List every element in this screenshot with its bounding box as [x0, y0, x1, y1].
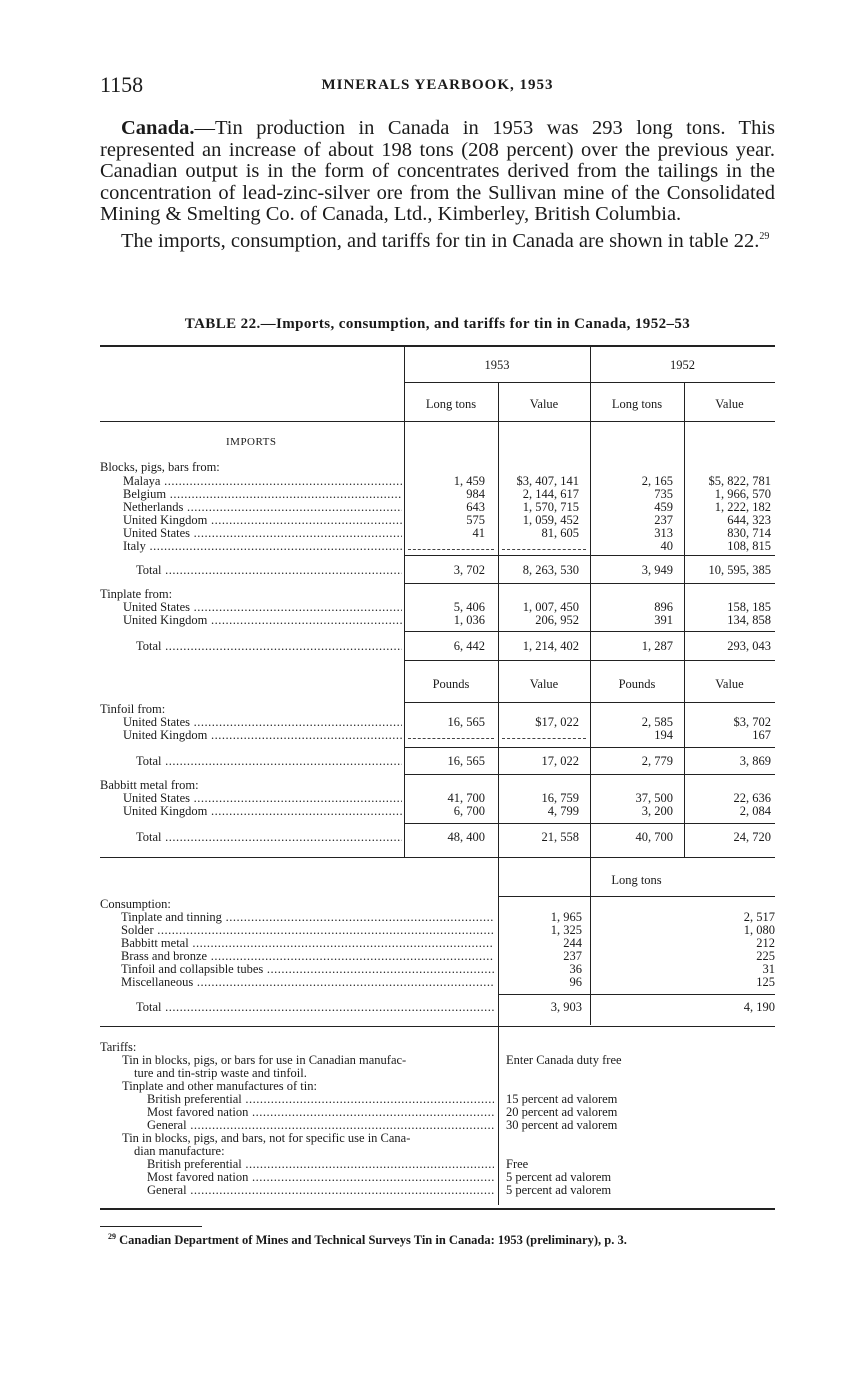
column-rule [404, 345, 405, 857]
blocks-cell: 459 [654, 500, 673, 514]
blocks-cell: 1, 459 [453, 474, 485, 488]
footnote [108, 1232, 627, 1248]
blocks-cell: 313 [654, 526, 673, 540]
tariff-item-2-row-value: 20 percent ad valorem [506, 1105, 618, 1119]
tinfoil-cell: 167 [752, 728, 771, 742]
blocks-row-label: Belgium ..... [123, 488, 402, 501]
tinfoil-cell: 194 [654, 728, 673, 742]
blocks-cell: 40 [660, 539, 673, 553]
babbitt-cell: 4, 799 [547, 804, 579, 818]
column-head: Value [715, 397, 744, 411]
tinplate-total-bottom-rule [404, 660, 775, 661]
tinplate-cell: 206, 952 [535, 613, 579, 627]
tinplate-cell: 1, 007, 450 [522, 600, 579, 614]
babbitt-total-top-rule [404, 823, 775, 824]
table-top-rule [100, 345, 775, 347]
blocks-row-label: Italy ..... [123, 540, 402, 553]
babbitt-title: Babbitt metal from: [100, 778, 199, 792]
babbitt-cell: 16, 759 [541, 791, 579, 805]
tinfoil-total-cell: 3, 869 [739, 754, 771, 768]
blocks-row-label: Malaya ..... [123, 475, 402, 488]
footnote-ref: 29 [759, 230, 770, 242]
tinfoil-cell: 2, 585 [641, 715, 673, 729]
tariff-item-1-line-1: Tin in blocks, pigs, or bars for use in Canadian manufac- [122, 1053, 407, 1067]
blocks-cell: $5, 822, 781 [708, 474, 771, 488]
page-number: 1158 [100, 72, 144, 97]
blocks-total-bottom-rule [404, 583, 775, 584]
blocks-total-cell: 8, 263, 530 [522, 563, 579, 577]
tariff-item-2-row-value: 30 percent ad valorem [506, 1118, 618, 1132]
consumption-head-rule [498, 896, 775, 897]
tinplate-total-cell: 1, 214, 402 [522, 639, 579, 653]
tinfoil-row-label: United Kingdom ..... [123, 729, 402, 742]
blocks-total-cell: 3, 949 [641, 563, 673, 577]
babbitt-cell: 2, 084 [739, 804, 771, 818]
babbitt-row-label: United States ..... [123, 792, 402, 805]
consumption-cell-1953: 1, 325 [550, 923, 582, 937]
tinfoil-cell: $3, 702 [733, 715, 771, 729]
head-bottom-rule [100, 421, 775, 422]
tinplate-row-label: United Kingdom ..... [123, 614, 402, 627]
column-head: Value [529, 397, 559, 411]
column-rule [498, 857, 499, 1205]
babbitt-row-label: United Kingdom ..... [123, 805, 402, 818]
tariff-item-3-row-label: Most favored nation ..... [147, 1171, 494, 1184]
babbitt-total-cell: 24, 720 [733, 830, 771, 844]
consumption-cell-1953: 36 [569, 962, 582, 976]
consumption-cell-1952: 2, 517 [743, 910, 775, 924]
tariffs-title: Tariffs: [100, 1040, 137, 1054]
consumption-cell-1952: 225 [756, 949, 775, 963]
column-head: Long tons [425, 397, 477, 411]
consumption-row-label: Tinfoil and collapsible tubes ..... [121, 963, 494, 976]
blocks-cell: 1, 222, 182 [714, 500, 771, 514]
consumption-cell-1953: 237 [563, 949, 582, 963]
tinplate-cell: 896 [654, 600, 673, 614]
intro-paragraph-1-text: —Tin production in Canada in 1953 was 293 long tons. This represented an increase of about 198 tons (208 percent) over the previous year. Canadian output is in the form of concentrates derived from the tailings in the concentration of lead-zinc-silver ore from the Sullivan mine of the Consolidated Mining & Smelting Co. of Canada, Ltd., Kimberley, British Columbia. [100, 117, 775, 225]
tinplate-total-cell: 1, 287 [641, 639, 673, 653]
footnote-mark: 29 [108, 1232, 116, 1241]
babbitt-cell: 37, 500 [635, 791, 673, 805]
tariff-item-3-row-value: Free [506, 1157, 529, 1171]
consumption-total-1952: 4, 190 [743, 1000, 775, 1014]
blocks-title: Blocks, pigs, bars from: [100, 460, 220, 474]
column-head-2: Value [529, 677, 559, 691]
blocks-cell: 1, 570, 715 [522, 500, 579, 514]
column-head: Long tons [611, 397, 663, 411]
subhead-bottom-rule [404, 702, 775, 703]
blocks-row-label: United States ..... [123, 527, 402, 540]
running-head: MINERALS YEARBOOK, 1953 [321, 77, 554, 93]
blocks-cell: 2, 144, 617 [522, 487, 579, 501]
blocks-cell: 108, 815 [727, 539, 771, 553]
consumption-row-label: Miscellaneous ..... [121, 976, 494, 989]
tariff-item-2-row-label: Most favored nation ..... [147, 1106, 494, 1119]
tinplate-title: Tinplate from: [100, 587, 173, 601]
blocks-total-cell: 10, 595, 385 [708, 563, 771, 577]
intro-paragraph-1 [100, 118, 775, 226]
blocks-cell: 643 [466, 500, 485, 514]
tinplate-total-cell: 293, 043 [727, 639, 771, 653]
consumption-row-label: Brass and bronze ..... [121, 950, 494, 963]
tinplate-cell: 5, 406 [453, 600, 485, 614]
tinplate-cell: 1, 036 [453, 613, 485, 627]
tinfoil-total-bottom-rule [404, 774, 775, 775]
babbitt-cell: 6, 700 [453, 804, 485, 818]
intro-paragraph-2-text: The imports, consumption, and tariffs for tin in Canada are shown in table 22. [121, 229, 760, 252]
consumption-row-label: Solder ..... [121, 924, 494, 937]
tariff-item-3-row-value: 5 percent ad valorem [506, 1170, 612, 1184]
blocks-row-label: Netherlands ..... [123, 501, 402, 514]
tinfoil-total-cell: 16, 565 [447, 754, 485, 768]
babbitt-total-cell: 48, 400 [447, 830, 485, 844]
tinfoil-total-label: Total ..... [136, 755, 402, 768]
blank-cell-dashes [502, 549, 586, 550]
babbitt-cell: 22, 636 [733, 791, 771, 805]
consumption-cell-1952: 125 [756, 975, 775, 989]
blocks-cell: 735 [654, 487, 673, 501]
consumption-cell-1953: 244 [563, 936, 582, 950]
tinfoil-cell: 16, 565 [447, 715, 485, 729]
consumption-title: Consumption: [100, 897, 171, 911]
tariff-item-3-row-value: 5 percent ad valorem [506, 1183, 612, 1197]
consumption-cell-1953: 96 [569, 975, 582, 989]
intro-text [100, 118, 775, 252]
year-head-1953: 1953 [484, 358, 510, 372]
blocks-cell: 1, 966, 570 [714, 487, 771, 501]
tinfoil-total-cell: 17, 022 [541, 754, 579, 768]
tariff-item-3-row-label: British preferential ..... [147, 1158, 494, 1171]
tinfoil-title: Tinfoil from: [100, 702, 166, 716]
tariff-item-1-line-2: ture and tin-strip waste and tinfoil. [134, 1066, 307, 1080]
consumption-total-label: Total ..... [136, 1001, 494, 1014]
tinplate-row-label: United States ..... [123, 601, 402, 614]
blocks-total-top-rule [404, 555, 775, 556]
tinfoil-row-label: United States ..... [123, 716, 402, 729]
blocks-cell: 644, 323 [727, 513, 771, 527]
tinplate-cell: 391 [654, 613, 673, 627]
column-head-2: Pounds [618, 677, 656, 691]
consumption-cell-1953: 1, 965 [550, 910, 582, 924]
consumption-cell-1952: 212 [756, 936, 775, 950]
tinfoil-total-cell: 2, 779 [641, 754, 673, 768]
consumption-cell-1952: 31 [762, 962, 775, 976]
tinfoil-total-top-rule [404, 747, 775, 748]
tariff-item-2-row-value: 15 percent ad valorem [506, 1092, 618, 1106]
blank-cell-dashes [408, 738, 494, 739]
tinplate-cell: 158, 185 [727, 600, 771, 614]
consumption-unit-head: Long tons [611, 873, 662, 887]
blocks-cell: 237 [654, 513, 673, 527]
year-head-1952: 1952 [670, 358, 695, 372]
tinplate-total-label: Total ..... [136, 640, 402, 653]
blocks-cell: $3, 407, 141 [516, 474, 579, 488]
consumption-total-rule [498, 994, 775, 995]
footnote-rule [100, 1226, 202, 1227]
tariff-item-2-row-label: General ..... [147, 1119, 494, 1132]
babbitt-total-cell: 21, 558 [541, 830, 579, 844]
tariff-item-3-line-1: Tin in blocks, pigs, and bars, not for specific use in Cana- [122, 1131, 411, 1145]
blocks-cell: 575 [466, 513, 485, 527]
blocks-cell: 41 [472, 526, 485, 540]
consumption-cell-1952: 1, 080 [743, 923, 775, 937]
intro-paragraph-2 [100, 226, 775, 252]
blocks-row-label: United Kingdom ..... [123, 514, 402, 527]
tariff-item-1-value: Enter Canada duty free [506, 1053, 622, 1067]
consumption-total-1953: 3, 903 [550, 1000, 582, 1014]
section-title: Canada. [121, 117, 195, 139]
column-head-2: Pounds [432, 677, 470, 691]
column-head-2: Value [715, 677, 744, 691]
tinplate-total-cell: 6, 442 [453, 639, 485, 653]
consumption-bottom-rule [100, 1026, 775, 1027]
blocks-cell: 1, 059, 452 [522, 513, 579, 527]
blocks-cell: 81, 605 [541, 526, 579, 540]
column-rule [590, 345, 591, 857]
blocks-total-label: Total ..... [136, 564, 402, 577]
blank-cell-dashes [408, 549, 494, 550]
imports-head: IMPORTS [226, 436, 277, 448]
consumption-row-label: Tinplate and tinning ..... [121, 911, 494, 924]
column-rule [498, 382, 499, 857]
blank-cell-dashes [502, 738, 586, 739]
footnote-text: Canadian Department of Mines and Technical Surveys Tin in Canada: 1953 (preliminary), p. 3. [119, 1233, 627, 1248]
tariff-item-2-title: Tinplate and other manufactures of tin: [122, 1079, 317, 1093]
imports-bottom-rule [100, 857, 775, 858]
babbitt-total-cell: 40, 700 [635, 830, 673, 844]
tariff-item-3-line-2: dian manufacture: [134, 1144, 225, 1158]
blocks-cell: 2, 165 [641, 474, 673, 488]
tinplate-cell: 134, 858 [727, 613, 771, 627]
tinplate-total-top-rule [404, 631, 775, 632]
table-caption: TABLE 22.—Imports, consumption, and tariffs for tin in Canada, 1952–53 [184, 316, 691, 332]
babbitt-total-label: Total ..... [136, 831, 402, 844]
blocks-total-cell: 3, 702 [453, 563, 485, 577]
consumption-row-label: Babbitt metal ..... [121, 937, 494, 950]
table-bottom-rule [100, 1208, 775, 1210]
blocks-cell: 830, 714 [727, 526, 771, 540]
column-rule [684, 382, 685, 857]
babbitt-cell: 41, 700 [447, 791, 485, 805]
babbitt-cell: 3, 200 [641, 804, 673, 818]
blocks-cell: 984 [466, 487, 485, 501]
tinfoil-cell: $17, 022 [535, 715, 579, 729]
tariff-item-2-row-label: British preferential ..... [147, 1093, 494, 1106]
page-header [100, 72, 775, 102]
tariff-item-3-row-label: General ..... [147, 1184, 494, 1197]
